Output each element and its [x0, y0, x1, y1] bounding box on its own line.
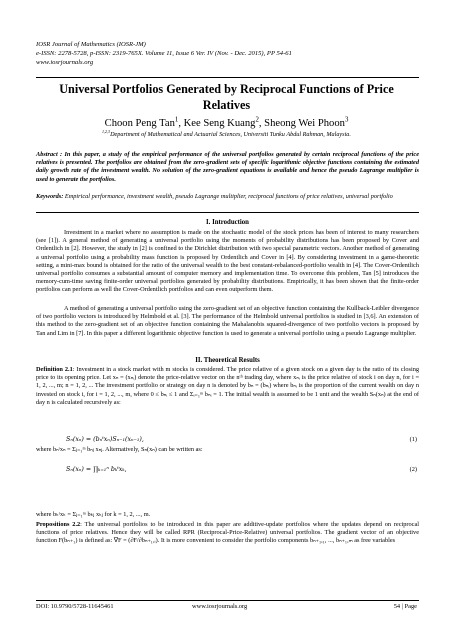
equation-2-number: (2)	[409, 466, 417, 473]
section-heading-introduction: I. Introduction	[206, 219, 249, 226]
author-sup: 3	[344, 116, 349, 124]
after-equation-2-text: where bₖᵗxₖ = Σⱼ₌₁ᵐ bₖⱼ xₖⱼ for k = 1, 2, ..., m.	[36, 511, 151, 518]
proposition-label: Propositions 2.2	[36, 521, 81, 528]
definition-label: Definition 2.1	[36, 366, 73, 373]
author-name: Sheong Wei Phoon	[264, 118, 345, 129]
definition-2-1	[36, 366, 419, 407]
paper-title: Universal Portfolios Generated by Reciprocal Functions of Price Relatives	[59, 82, 394, 112]
keywords	[36, 193, 419, 201]
keywords-text: Empirical performance, investment wealth, pseudo Lagrange multiplier, reciprocal functions of price relatives, universal portfolio	[64, 193, 393, 200]
footer-doi: DOI: 10.9790/5728-11645461	[36, 603, 114, 610]
equation-2: Sₙ(xₙ) = ∏ₖ₌₁ⁿ bₖᵗxₖ,	[66, 466, 127, 473]
footer-website: www.iosrjournals.org	[192, 603, 248, 610]
equation-1-number: (1)	[409, 436, 417, 443]
keywords-label: Keywords:	[36, 193, 64, 200]
author-separator: ,	[258, 118, 265, 129]
author-sup: 1	[174, 116, 179, 124]
journal-header	[36, 40, 426, 67]
equation-1: Sₙ(xₙ) = (bₙᵗxₙ)Sₙ₋₁(xₙ₋₁),	[66, 436, 144, 443]
affiliation-sup: 1,2,3	[102, 128, 111, 134]
intro-paragraph-2: A method of generating a universal portfolio using the zero-gradient set of an objective function containing the Kullback-Leibler divergence of two portfolio vectors is introduced by Helmbold et al. [3]. The performance of the Helmbold universal portfolios is studied in [3,6]. An extension of this method to the zero-gradient set of an objective function containing the Mahalanobis squared-divergence of two portfolio vectors is proposed by Tan and Lim in [7]. In this paper a different logarithmic objective function is used to generate a universal portfolio using a pseudo Lagrange multiplier.	[36, 305, 419, 337]
author-name: Choon Peng Tan	[104, 118, 175, 129]
affiliation-text: Department of Mathematical and Actuarial Sciences, Universiti Tunku Abdul Rahman, Malaysia.	[110, 131, 351, 138]
header-divider	[36, 77, 419, 78]
abstract	[36, 151, 419, 184]
proposition-2-2	[36, 521, 419, 546]
abstract-label: Abstract :	[36, 151, 63, 158]
definition-text: : Investment in a stock market with m stocks is considered. The price relative of a given stock on a given day is the ratio of its closing price to its opening price. Let xₙ = (xₙᵢ) denote the price-relative vector on the nᵗʰ trading day, where xₙᵢ is the price relative of stock i on day n, for i = 1, 2, ..., m; n = 1, 2, ... The investment portfolio or strategy on day n is denoted by bₙ = (bₙᵢ) where bₙᵢ is the proportion of the current wealth on day n invested on stock i, for i = 1, 2, ..., m, where 0 ≤ bₙᵢ ≤ 1 and Σᵢ₌₁ᵐ bₙᵢ = 1. The initial wealth is assumed to be 1 unit and the wealth Sₙ(xₙ) at the end of day n is calculated recursively as:	[36, 366, 419, 406]
abstract-text: In this paper, a study of the empirical performance of the universal portfolios generated by certain reciprocal functions of the price relatives is presented. The portfolios are obtained from the zero-gradient sets of specific logarithmic objective functions containing the estimated daily growth rate of the investment wealth. No solution of the zero-gradient equations is available and hence the pseudo Lagrange multiplier is used to generate the portfolios.	[36, 151, 419, 183]
after-equation-1-text: where bₙᵗxₙ = Σⱼ₌₁ᵐ bₙⱼ xₙⱼ. Alternatively, Sₙ(xₙ) can be written as:	[36, 446, 203, 453]
author-list	[40, 117, 413, 130]
abstract-divider	[36, 212, 419, 213]
footer-page-number: 54 | Page	[393, 603, 417, 610]
journal-issn: e-ISSN: 2278-5728, p-ISSN: 2319-765X. Volume 11, Issue 6 Ver. IV (Nov. - Dec. 2015), PP 54-61	[36, 50, 292, 57]
section-heading-theoretical-results: II. Theoretical Results	[195, 357, 260, 364]
journal-name: IOSR Journal of Mathematics (IOSR-JM)	[36, 41, 146, 48]
author-sup: 2	[255, 116, 259, 124]
intro-paragraph-1: Investment in a market where no assumption is made on the stochastic model of the stock prices has been of interest to many researchers (see [1]). A general method of generating a universal portfolio using the moments of probability distributions has been proposed by Cover and Ordentlich in [2]. However, the study in [2] is confined to the Dirichlet distribution with two special parametric vectors. Another method of generating a universal portfolio using a probability mass function is proposed by Ordentlich and Cover in [4]. By considering investment in a game-theoretic setting, a mini-max bound is obtained for the ratio of the universal wealth to the best constant-rebalanced-portfolio wealth in [4]. The Cover-Ordentlich universal portfolio consumes a substantial amount of computer memory and implementation time. To overcome this problem, Tan [5] introduces the memory-cum-time saving finite-order universal portfolios generated by probability distributions. Empirically, it has been shown that the finite-order portfolios can perform as well the Cover-Ordentlich portfolios and can even outperform them.	[36, 229, 419, 294]
affiliation	[40, 128, 413, 139]
journal-website: www.iosrjournals.org	[36, 59, 94, 66]
proposition-text: : The universal portfolios to be introduced in this paper are additive-update portfolios where the updates depend on reciprocal functions of price relatives. Hence they will be called RPR (Reciprocal-Price-Relative) universal portfolios. The gradient vector of an objective function F(bₙ₊₁) is defined as: ∇F = (∂F/∂bₙ₊₁,ᵢ). It is more convenient to consider the portfolio components bₙ₊₁,₁, ..., bₙ₊₁,ₘ as free variables	[36, 521, 419, 545]
author-name: Kee Seng Kuang	[183, 118, 256, 129]
footer-divider	[36, 600, 419, 601]
author-separator: ,	[178, 118, 184, 129]
